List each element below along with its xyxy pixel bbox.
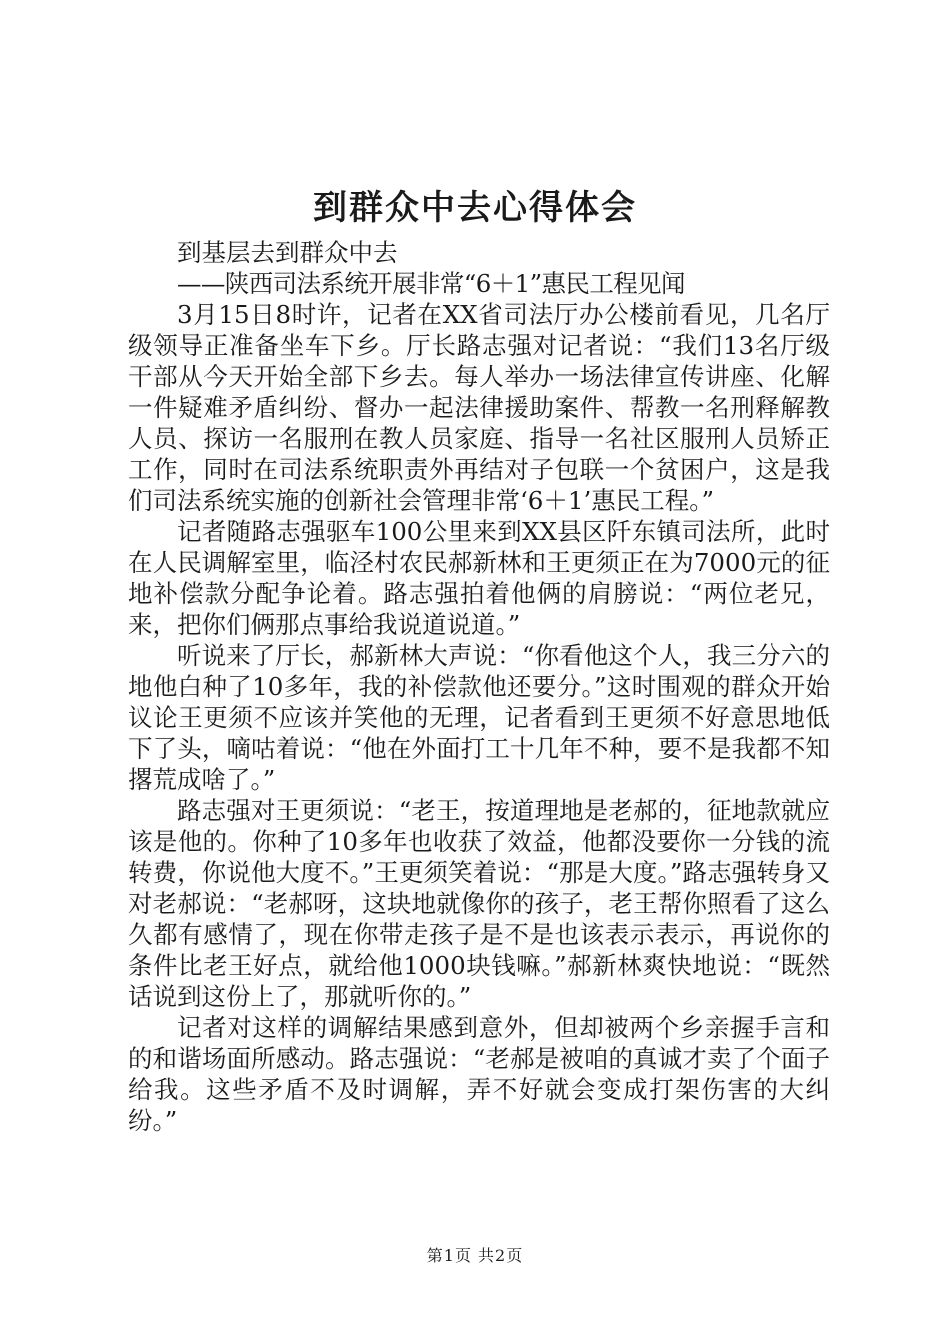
body-paragraph: 记者随路志强驱车100公里来到XX县区阡东镇司法所，此时在人民调解室里，临泾村农民郝新林和王更须正在为7000元的征地补偿款分配争论着。路志强拍着他俩的肩膀说：“两位老兄，来，把你们俩那点事给我说道说道。” xyxy=(128,517,830,639)
body-paragraph: 记者对这样的调解结果感到意外，但却被两个乡亲握手言和的和谐场面所感动。路志强说：“老郝是被咱的真诚才卖了个面子给我。这些矛盾不及时调解，弄不好就会变成打架伤害的大纠纷。” xyxy=(128,1013,830,1135)
document-title: 到群众中去心得体会 xyxy=(313,188,637,228)
page-indicator: 第1页 共2页 xyxy=(426,1246,524,1265)
body-paragraph: 路志强对王更须说：“老王，按道理地是老郝的，征地款就应该是他的。你种了10多年也收获了效益，他都没要你一分钱的流转费，你说他大度不。”王更须笑着说：“那是大度。”路志强转身又对老郝说：“老郝呀，这块地就像你的孩子，老王帮你照看了这么久都有感情了，现在你带走孩子是不是也该表示表示，再说你的条件比老王好点，就给他1000块钱嘛。”郝新林爽快地说：“既然话说到这份上了，那就听你的。” xyxy=(128,796,830,1011)
document-body xyxy=(128,237,830,1136)
body-paragraph: 3月15日8时许，记者在XX省司法厅办公楼前看见，几名厅级领导正准备坐车下乡。厅长路志强对记者说：“我们13名厅级干部从今天开始全部下乡去。每人举办一场法律宣传讲座、化解一件疑难矛盾纠纷、督办一起法律援助案件、帮教一名刑释解教人员、探访一名服刑在教人员家庭、指导一名社区服刑人员矫正工作，同时在司法系统职责外再结对子包联一个贫困户，这是我们司法系统实施的创新社会管理非常‘6＋1’惠民工程。” xyxy=(128,300,830,515)
body-paragraph: 听说来了厅长，郝新林大声说：“你看他这个人，我三分六的地他白种了10多年，我的补偿款他还要分。”这时围观的群众开始议论王更须不应该并笑他的无理，记者看到王更须不好意思地低下了头，嘀咕着说：“他在外面打工十几年不种，要不是我都不知撂荒成啥了。” xyxy=(128,641,830,794)
subtitle-line: 到基层去到群众中去 xyxy=(177,238,398,267)
subtitle-line: ——陕西司法系统开展非常“6＋1”惠民工程见闻 xyxy=(177,269,685,298)
